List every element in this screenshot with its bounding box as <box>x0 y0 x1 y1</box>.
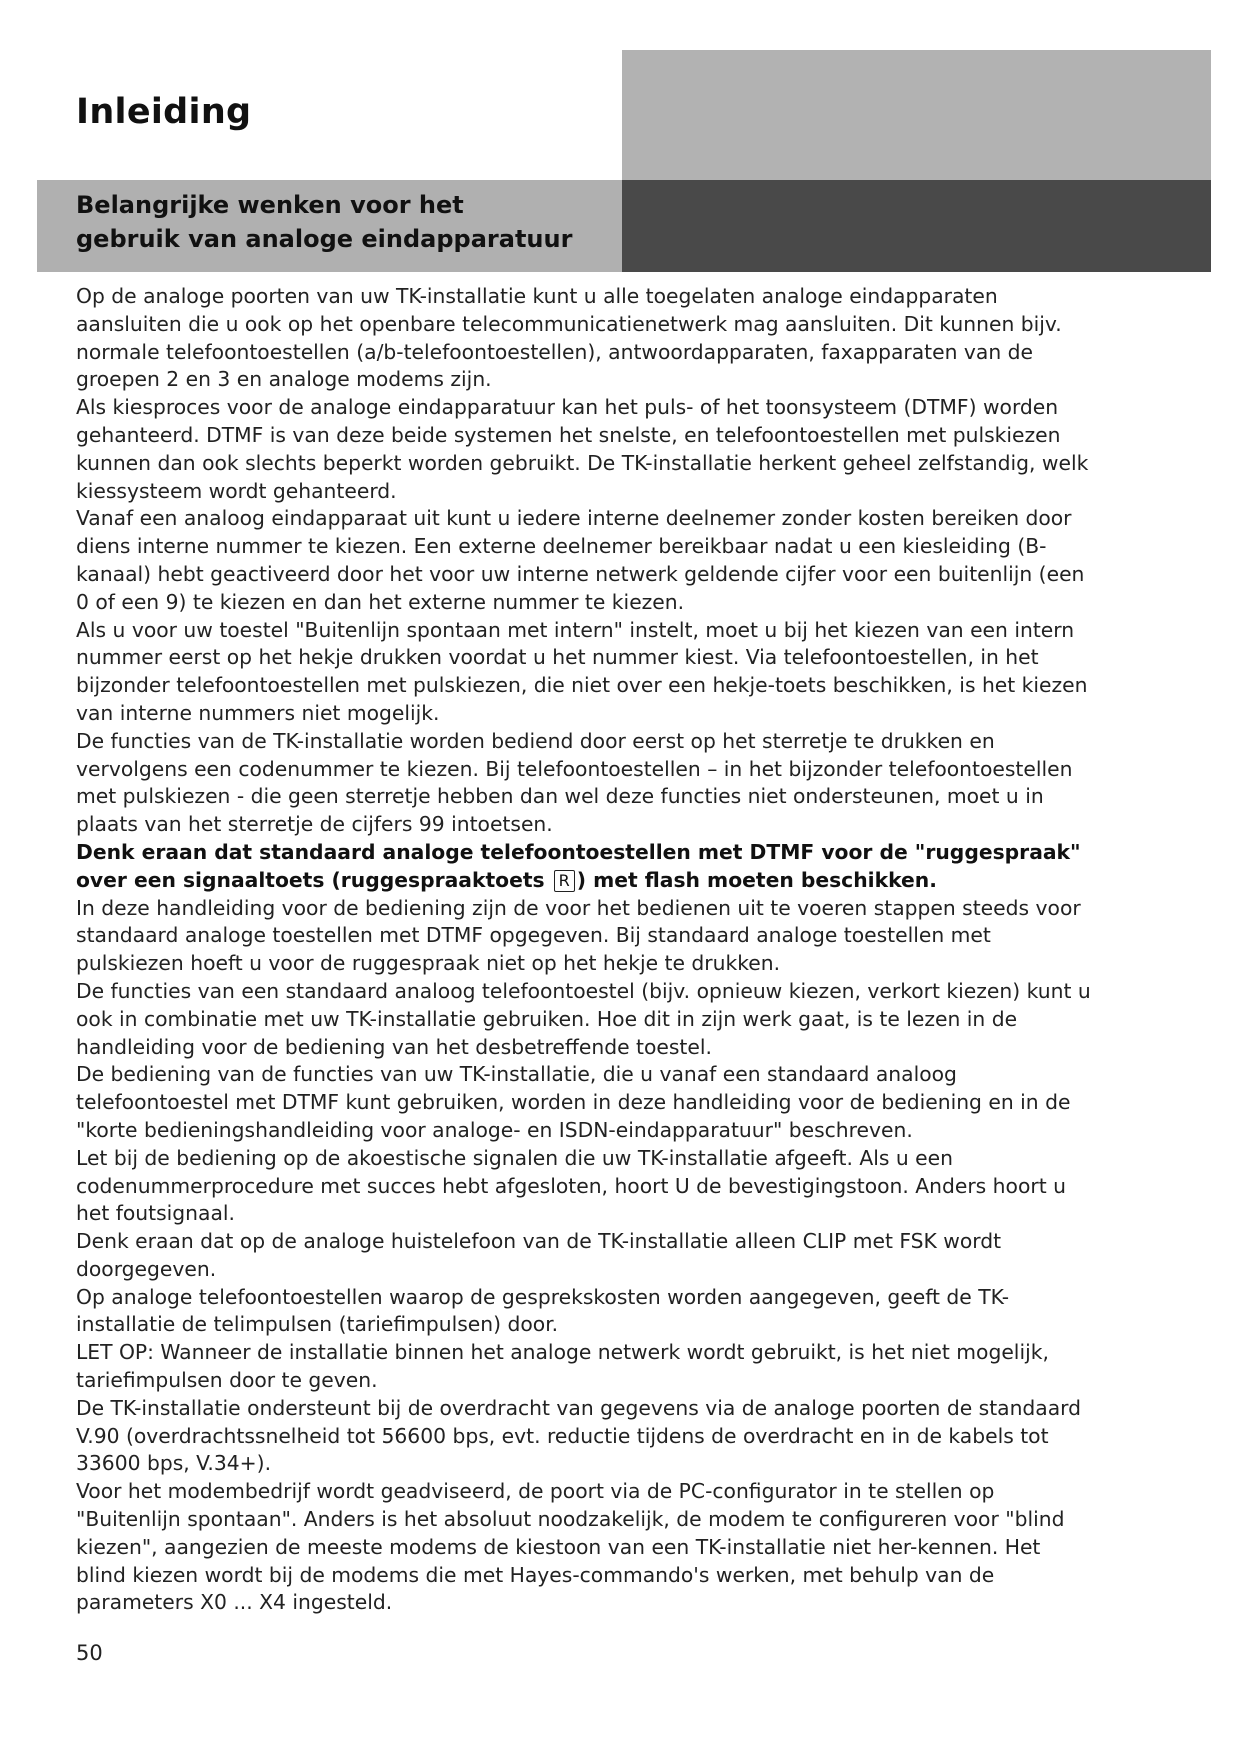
bold-note <box>76 839 1096 895</box>
bold-note-text-a: Denk eraan dat standaard analoge telefoontoestellen met DTMF voor de "ruggespraak" over een signaaltoets (ruggespraaktoets <box>76 839 1081 892</box>
paragraph: In deze handleiding voor de bediening zijn de voor het bedienen uit te voeren stappen steeds voor standaard analoge toestellen met DTMF opgegeven. Bij standaard analoge toestellen met pulskiezen hoeft u voor de ruggespraak niet op het hekje te drukken. <box>76 895 1081 976</box>
section-title <box>76 188 572 256</box>
paragraph: De TK-installatie ondersteunt bij de overdracht van gegevens via de analoge poorten de standaard V.90 (overdrachtssnelheid tot 56600 bps, evt. reductie tijdens de overdracht en in de kabels tot 33600 bps, V.34+). <box>76 1395 1082 1476</box>
paragraph: Vanaf een analoog eindapparaat uit kunt u iedere interne deelnemer zonder kosten bereiken door diens interne nummer te kiezen. Een externe deelnemer bereikbaar nadat u een kiesleiding (B-kanaal) hebt geactiveerd door het voor uw interne netwerk geldende cijfer voor een buitenlijn (een 0 of een 9) te kiezen en dan het externe nummer te kiezen. <box>76 506 1085 614</box>
paragraph: De bediening van de functies van uw TK-installatie, die u vanaf een standaard analoog telefoontoestel met DTMF kunt gebruiken, worden in deze handleiding voor de bediening en in de "korte bedieningshandleiding voor analoge- en ISDN-eindapparatuur" beschreven. <box>76 1062 1071 1142</box>
paragraph: Als kiesproces voor de analoge eindapparatuur kan het puls- of het toonsysteem (DTMF) worden gehanteerd. DTMF is van deze beide systemen het snelste, en telefoontoestellen met pulskiezen kunnen dan ook slechts beperkt worden gebruikt. De TK-installatie herkent geheel zelfstandig, welk kiessysteem wordt gehanteerd. <box>76 395 1089 503</box>
page-title: Inleiding <box>76 92 252 132</box>
paragraph: LET OP: Wanneer de installatie binnen het analoge netwerk wordt gebruikt, is het niet mogelijk, tariefimpulsen door te geven. <box>76 1340 1049 1393</box>
paragraph: De functies van de TK-installatie worden bediend door eerst op het sterretje te drukken en vervolgens een codenummer te kiezen. Bij telefoontoestellen – in het bijzonder telefoontoestellen met pulskiezen - die geen sterretje hebben dan wel deze functies niet ondersteunen, moet u in plaats van het sterretje de cijfers 99 intoetsen. <box>76 728 1073 837</box>
paragraph: De functies van een standaard analoog telefoontoestel (bijv. opnieuw kiezen, verkort kiezen) kunt u ook in combinatie met uw TK-installatie gebruiken. Hoe dit in zijn werk gaat, is te lezen in de handleiding voor de bediening van het desbetreffende toestel. <box>76 978 1091 1059</box>
section-title-line-1: Belangrijke wenken voor het <box>76 191 464 219</box>
paragraph: Als u voor uw toestel "Buitenlijn spontaan met intern" instelt, moet u bij het kiezen van een intern nummer eerst op het hekje drukken voordat u het nummer kiest. Via telefoontoestellen, in het bijzonder telefoontoestellen met pulskiezen, die niet over een hekje-toets beschikken, is het kiezen van interne nummers niet mogelijk. <box>76 617 1088 725</box>
header-dark-block <box>622 180 1211 272</box>
paragraph: Voor het modembedrijf wordt geadviseerd, de poort via de PC-configurator in te stellen op "Buitenlijn spontaan". Anders is het absoluut noodzakelijk, de modem te configureren voor "blind kiezen", aangezien de meeste modems de kiestoon van een TK-installatie niet her-kennen. Het blind kiezen wordt bij de modems die met Hayes-commando's werken, met behulp van de parameters X0 ... X4 ingesteld. <box>76 1479 1065 1615</box>
paragraph: Denk eraan dat op de analoge huistelefoon van de TK-installatie alleen CLIP met FSK wordt doorgegeven. <box>76 1229 1002 1281</box>
bold-note-text-b: ) met flash moeten beschikken. <box>576 867 937 892</box>
r-key-icon: R <box>554 870 575 892</box>
paragraph: Op analoge telefoontoestellen waarop de gesprekskosten worden aangegeven, geeft de TK-installatie de telimpulsen (tariefimpulsen) door. <box>76 1284 1010 1337</box>
paragraph: Op de analoge poorten van uw TK-installatie kunt u alle toegelaten analoge eindapparaten aansluiten die u ook op het openbare telecommunicatienetwerk mag aansluiten. Dit kunnen bijv. normale telefoontoestellen (a/b-telefoontoestellen), antwoordapparaten, faxapparaten van de groepen 2 en 3 en analoge modems zijn. <box>76 284 1062 392</box>
paragraph: Let bij de bediening op de akoestische signalen die uw TK-installatie afgeeft. Als u een codenummerprocedure met succes hebt afgesloten, hoort U de bevestigingstoon. Anders hoort u het foutsignaal. <box>76 1145 1066 1226</box>
header-light-block <box>622 50 1211 182</box>
page-number: 50 <box>76 1641 103 1665</box>
body-text <box>76 283 1096 1617</box>
section-title-line-2: gebruik van analoge eindapparatuur <box>76 225 573 253</box>
